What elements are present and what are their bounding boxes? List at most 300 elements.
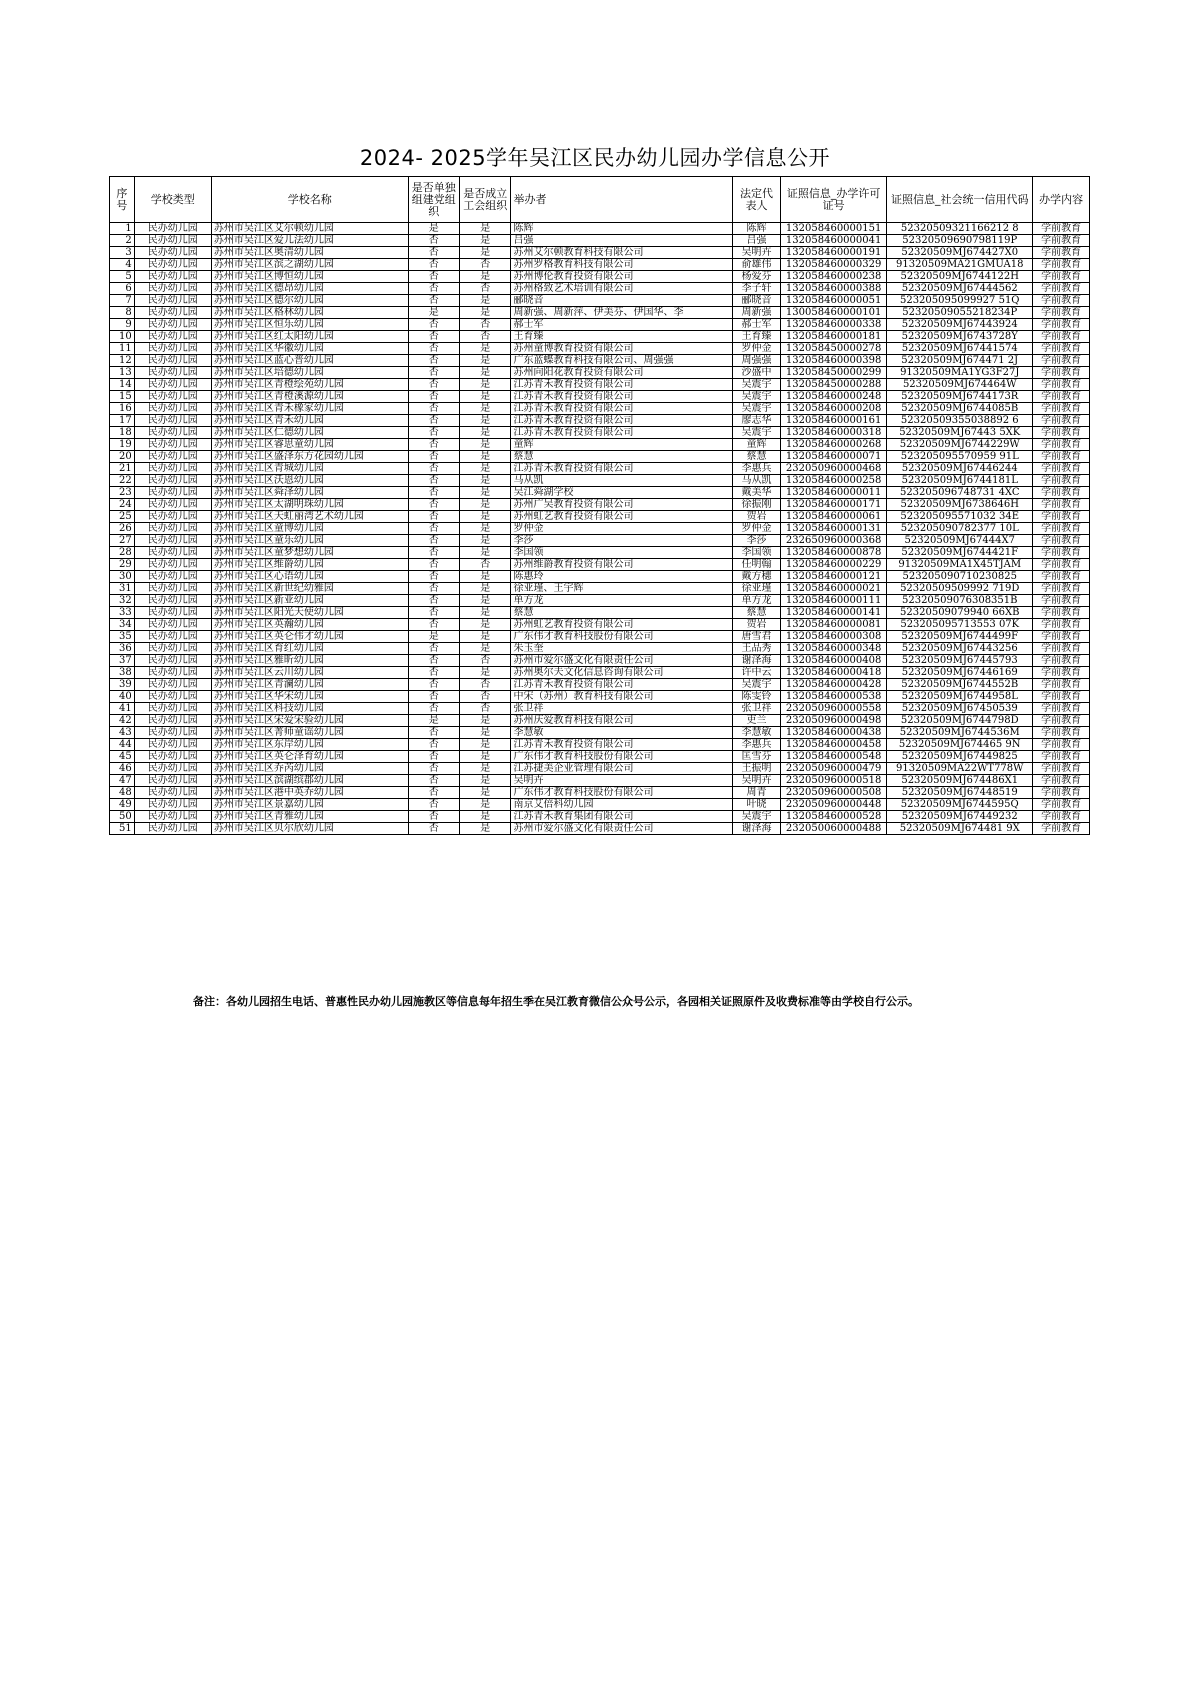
cell-legal-rep: 罗仲金: [732, 523, 780, 535]
cell-license-no: 132058460000071: [781, 451, 887, 463]
cell-credit-code: 52320509MJ67448519: [887, 787, 1033, 799]
cell-union-org: 是: [459, 667, 510, 679]
cell-legal-rep: 吴震宇: [732, 391, 780, 403]
cell-party-org: 是: [408, 715, 459, 727]
cell-party-org: 否: [408, 331, 459, 343]
cell-school-name: 苏州市吴江区童乐幼儿园: [211, 535, 408, 547]
cell-party-org: 否: [408, 751, 459, 763]
cell-party-org: 否: [408, 379, 459, 391]
cell-sponsor: 蔡慧: [511, 607, 732, 619]
cell-index: 32: [110, 595, 135, 607]
cell-school-name: 苏州市吴江区滨湖缤郡幼儿园: [211, 775, 408, 787]
cell-index: 4: [110, 259, 135, 271]
table-row: [110, 379, 1090, 391]
cell-index: 22: [110, 475, 135, 487]
cell-school-name: 苏州市吴江区华徽幼儿园: [211, 343, 408, 355]
cell-union-org: 是: [459, 823, 510, 835]
cell-party-org: 否: [408, 499, 459, 511]
cell-sponsor: 苏州庆爱教育科技有限公司: [511, 715, 732, 727]
cell-legal-rep: 李国领: [732, 547, 780, 559]
table-row: [110, 523, 1090, 535]
cell-index: 38: [110, 667, 135, 679]
cell-index: 49: [110, 799, 135, 811]
cell-school-name: 苏州市吴江区景嘉幼儿园: [211, 799, 408, 811]
cell-credit-code: 52320509MJ67443256: [887, 643, 1033, 655]
cell-credit-code: 52320509MJ6744958L: [887, 691, 1033, 703]
cell-school-type: 民办幼儿园: [134, 487, 211, 499]
cell-license-no: 232650960000368: [781, 535, 887, 547]
table-row: [110, 331, 1090, 343]
cell-legal-rep: 陈辉: [732, 223, 780, 235]
cell-license-no: 232050960000508: [781, 787, 887, 799]
cell-school-name: 苏州市吴江区育红幼儿园: [211, 643, 408, 655]
cell-credit-code: 52320509MJ6744595Q: [887, 799, 1033, 811]
cell-sponsor: 苏州艾尔顿教育科技有限公司: [511, 247, 732, 259]
cell-index: 8: [110, 307, 135, 319]
cell-index: 30: [110, 571, 135, 583]
table-row: [110, 547, 1090, 559]
cell-legal-rep: 吴震宇: [732, 427, 780, 439]
table-row: [110, 283, 1090, 295]
cell-legal-rep: 王振明: [732, 763, 780, 775]
cell-sponsor: 苏州格致艺术培训有限公司: [511, 283, 732, 295]
cell-credit-code: 523205095713553 07K: [887, 619, 1033, 631]
cell-party-org: 否: [408, 523, 459, 535]
cell-legal-rep: 蔡慧: [732, 451, 780, 463]
cell-license-no: 232050060000488: [781, 823, 887, 835]
cell-party-org: 否: [408, 763, 459, 775]
cell-school-name: 苏州市吴江区东岸幼儿园: [211, 739, 408, 751]
cell-sponsor: 苏州向阳花教育投资有限公司: [511, 367, 732, 379]
table-row: [110, 703, 1090, 715]
cell-credit-code: 52320509MJ6744421F: [887, 547, 1033, 559]
cell-legal-rep: 俞雄伟: [732, 259, 780, 271]
cell-union-org: 否: [459, 703, 510, 715]
cell-party-org: 否: [408, 475, 459, 487]
cell-party-org: 否: [408, 679, 459, 691]
cell-school-type: 民办幼儿园: [134, 223, 211, 235]
cell-credit-code: 52320509MJ67445793: [887, 655, 1033, 667]
cell-index: 2: [110, 235, 135, 247]
cell-credit-code: 52320509MJ674464W: [887, 379, 1033, 391]
cell-school-name: 苏州市吴江区爱儿法幼儿园: [211, 235, 408, 247]
footnote: 备注：各幼儿园招生电话、普惠性民办幼儿园施教区等信息每年招生季在吴江教育微信公众号公示，各园相关证照原件及收费标准等由学校自行公示。: [193, 995, 919, 1008]
cell-credit-code: 52320509MJ674427X0: [887, 247, 1033, 259]
cell-sponsor: 江苏青禾教育投资有限公司: [511, 463, 732, 475]
cell-credit-code: 52320509055218234P: [887, 307, 1033, 319]
cell-content: 学前教育: [1033, 571, 1090, 583]
cell-license-no: 132058460000131: [781, 523, 887, 535]
cell-school-type: 民办幼儿园: [134, 643, 211, 655]
cell-license-no: 132058460000538: [781, 691, 887, 703]
cell-content: 学前教育: [1033, 535, 1090, 547]
cell-school-type: 民办幼儿园: [134, 379, 211, 391]
cell-credit-code: 523205095099927 51Q: [887, 295, 1033, 307]
cell-school-type: 民办幼儿园: [134, 583, 211, 595]
cell-content: 学前教育: [1033, 523, 1090, 535]
cell-school-name: 苏州市吴江区奥清幼儿园: [211, 247, 408, 259]
cell-party-org: 否: [408, 667, 459, 679]
cell-party-org: 否: [408, 643, 459, 655]
cell-license-no: 132058460000398: [781, 355, 887, 367]
cell-party-org: 否: [408, 739, 459, 751]
table-row: [110, 715, 1090, 727]
header-union-org: 是否成立工会组织: [459, 177, 510, 223]
cell-license-no: 132058460000171: [781, 499, 887, 511]
cell-credit-code: 52320509MJ6744798D: [887, 715, 1033, 727]
cell-legal-rep: 吕强: [732, 235, 780, 247]
cell-license-no: 132058460000248: [781, 391, 887, 403]
cell-union-org: 是: [459, 547, 510, 559]
cell-credit-code: 52320509MJ6744552B: [887, 679, 1033, 691]
cell-credit-code: 52320509MJ6744229W: [887, 439, 1033, 451]
cell-credit-code: 52320509MJ6743728Y: [887, 331, 1033, 343]
cell-content: 学前教育: [1033, 511, 1090, 523]
cell-sponsor: 陈辉: [511, 223, 732, 235]
cell-legal-rep: 戴方穗: [732, 571, 780, 583]
cell-license-no: 132058450000288: [781, 379, 887, 391]
cell-sponsor: 苏州罗格教育科技有限公司: [511, 259, 732, 271]
cell-legal-rep: 徐振刚: [732, 499, 780, 511]
cell-legal-rep: 吴明卉: [732, 247, 780, 259]
cell-union-org: 否: [459, 679, 510, 691]
cell-party-org: 否: [408, 487, 459, 499]
cell-school-type: 民办幼儿园: [134, 523, 211, 535]
cell-credit-code: 52320509MJ67446169: [887, 667, 1033, 679]
cell-legal-rep: 周新强: [732, 307, 780, 319]
cell-legal-rep: 任明翰: [732, 559, 780, 571]
cell-index: 21: [110, 463, 135, 475]
cell-license-no: 132058460000051: [781, 295, 887, 307]
cell-party-org: 否: [408, 403, 459, 415]
cell-index: 17: [110, 415, 135, 427]
cell-license-no: 132058460000348: [781, 643, 887, 655]
table-row: [110, 607, 1090, 619]
cell-sponsor: 南京艾倍科幼儿园: [511, 799, 732, 811]
cell-license-no: 132058460000229: [781, 559, 887, 571]
cell-content: 学前教育: [1033, 367, 1090, 379]
cell-index: 11: [110, 343, 135, 355]
cell-legal-rep: 吴震宇: [732, 811, 780, 823]
cell-content: 学前教育: [1033, 499, 1090, 511]
cell-license-no: 132058460000878: [781, 547, 887, 559]
cell-license-no: 132058460000151: [781, 223, 887, 235]
cell-content: 学前教育: [1033, 451, 1090, 463]
cell-credit-code: 52320509MJ674481 9X: [887, 823, 1033, 835]
table-row: [110, 619, 1090, 631]
cell-legal-rep: 童辉: [732, 439, 780, 451]
header-legal-rep: 法定代表人: [732, 177, 780, 223]
cell-index: 25: [110, 511, 135, 523]
cell-license-no: 132058450000278: [781, 343, 887, 355]
table-row: [110, 439, 1090, 451]
cell-legal-rep: 王品秀: [732, 643, 780, 655]
cell-party-org: 否: [408, 535, 459, 547]
cell-legal-rep: 张卫祥: [732, 703, 780, 715]
cell-content: 学前教育: [1033, 631, 1090, 643]
cell-union-org: 是: [459, 475, 510, 487]
cell-school-type: 民办幼儿园: [134, 427, 211, 439]
cell-index: 24: [110, 499, 135, 511]
cell-credit-code: 52320509MJ67441574: [887, 343, 1033, 355]
cell-index: 26: [110, 523, 135, 535]
table-row: [110, 631, 1090, 643]
cell-credit-code: 91320509MA1YG3F27J: [887, 367, 1033, 379]
cell-party-org: 否: [408, 271, 459, 283]
cell-license-no: 232050960000518: [781, 775, 887, 787]
cell-license-no: 132058460000191: [781, 247, 887, 259]
cell-school-name: 苏州市吴江区青禾幼儿园: [211, 415, 408, 427]
cell-license-no: 132058460000141: [781, 607, 887, 619]
table-row: [110, 367, 1090, 379]
cell-legal-rep: 吴震宇: [732, 379, 780, 391]
cell-legal-rep: 陈雯铃: [732, 691, 780, 703]
cell-license-no: 132058460000418: [781, 667, 887, 679]
cell-content: 学前教育: [1033, 259, 1090, 271]
table-row: [110, 811, 1090, 823]
cell-school-type: 民办幼儿园: [134, 391, 211, 403]
cell-school-name: 苏州市吴江区贝尔欣幼儿园: [211, 823, 408, 835]
table-row: [110, 583, 1090, 595]
cell-credit-code: 52320509MJ67446244: [887, 463, 1033, 475]
cell-sponsor: 苏州广吴教育投资有限公司: [511, 499, 732, 511]
cell-index: 19: [110, 439, 135, 451]
cell-school-name: 苏州市吴江区盛泽东方花园幼儿园: [211, 451, 408, 463]
cell-school-name: 苏州市吴江区滨之湖幼儿园: [211, 259, 408, 271]
cell-sponsor: 中宋（苏州）教育科技有限公司: [511, 691, 732, 703]
cell-party-org: 否: [408, 811, 459, 823]
cell-license-no: 132058460000438: [781, 727, 887, 739]
cell-legal-rep: 单方龙: [732, 595, 780, 607]
cell-union-org: 是: [459, 751, 510, 763]
cell-legal-rep: 许中云: [732, 667, 780, 679]
cell-legal-rep: 唐雪君: [732, 631, 780, 643]
cell-content: 学前教育: [1033, 763, 1090, 775]
cell-sponsor: 吴明卉: [511, 775, 732, 787]
cell-content: 学前教育: [1033, 667, 1090, 679]
cell-union-org: 是: [459, 355, 510, 367]
cell-union-org: 否: [459, 331, 510, 343]
cell-credit-code: 52320509MJ6744085B: [887, 403, 1033, 415]
cell-index: 34: [110, 619, 135, 631]
cell-credit-code: 52320509MJ67443 5XK: [887, 427, 1033, 439]
cell-credit-code: 52320509MJ6744536M: [887, 727, 1033, 739]
cell-credit-code: 52320509MJ6744122H: [887, 271, 1033, 283]
cell-school-type: 民办幼儿园: [134, 439, 211, 451]
table-row: [110, 415, 1090, 427]
cell-sponsor: 广东伟才教育科技股份有限公司: [511, 787, 732, 799]
cell-school-type: 民办幼儿园: [134, 307, 211, 319]
cell-license-no: 132058460000208: [781, 403, 887, 415]
cell-credit-code: 523205090710230825: [887, 571, 1033, 583]
table-row: [110, 391, 1090, 403]
cell-school-name: 苏州市吴江区青禾橡家幼儿园: [211, 403, 408, 415]
cell-school-type: 民办幼儿园: [134, 775, 211, 787]
cell-school-name: 苏州市吴江区英瀚幼儿园: [211, 619, 408, 631]
cell-union-org: 是: [459, 595, 510, 607]
header-license-no: 证照信息_办学许可证号: [781, 177, 887, 223]
cell-party-org: 否: [408, 727, 459, 739]
info-table: [109, 176, 1090, 835]
cell-credit-code: 523205096748731 4XC: [887, 487, 1033, 499]
cell-license-no: 132058460000318: [781, 427, 887, 439]
cell-school-type: 民办幼儿园: [134, 811, 211, 823]
cell-content: 学前教育: [1033, 799, 1090, 811]
cell-legal-rep: 匡雪芬: [732, 751, 780, 763]
cell-sponsor: 罗仲金: [511, 523, 732, 535]
cell-union-org: 是: [459, 523, 510, 535]
cell-index: 44: [110, 739, 135, 751]
cell-school-type: 民办幼儿园: [134, 751, 211, 763]
table-row: [110, 295, 1090, 307]
cell-school-name: 苏州市吴江区培德幼儿园: [211, 367, 408, 379]
cell-party-org: 否: [408, 259, 459, 271]
table-row: [110, 595, 1090, 607]
cell-school-type: 民办幼儿园: [134, 475, 211, 487]
cell-union-org: 是: [459, 763, 510, 775]
cell-content: 学前教育: [1033, 391, 1090, 403]
cell-legal-rep: 谢泽海: [732, 655, 780, 667]
cell-school-name: 苏州市吴江区维爵幼儿园: [211, 559, 408, 571]
cell-index: 5: [110, 271, 135, 283]
cell-license-no: 132058460000338: [781, 319, 887, 331]
cell-content: 学前教育: [1033, 439, 1090, 451]
cell-index: 41: [110, 703, 135, 715]
cell-license-no: 132058460000161: [781, 415, 887, 427]
cell-school-type: 民办幼儿园: [134, 535, 211, 547]
cell-index: 18: [110, 427, 135, 439]
cell-content: 学前教育: [1033, 295, 1090, 307]
cell-party-org: 否: [408, 355, 459, 367]
cell-union-org: 是: [459, 307, 510, 319]
cell-license-no: 132058460000021: [781, 583, 887, 595]
cell-school-name: 苏州市吴江区云川幼儿园: [211, 667, 408, 679]
cell-legal-rep: 郦晓音: [732, 295, 780, 307]
cell-school-name: 苏州市吴江区青城幼儿园: [211, 463, 408, 475]
cell-sponsor: 王育臻: [511, 331, 732, 343]
cell-credit-code: 52320509MJ67450539: [887, 703, 1033, 715]
cell-school-name: 苏州市吴江区睿思童幼儿园: [211, 439, 408, 451]
cell-school-type: 民办幼儿园: [134, 367, 211, 379]
cell-sponsor: 李国领: [511, 547, 732, 559]
table-row: [110, 271, 1090, 283]
cell-license-no: 132058460000408: [781, 655, 887, 667]
cell-index: 31: [110, 583, 135, 595]
cell-school-type: 民办幼儿园: [134, 715, 211, 727]
cell-content: 学前教育: [1033, 223, 1090, 235]
cell-credit-code: 52320509MJ6744499F: [887, 631, 1033, 643]
cell-party-org: 否: [408, 655, 459, 667]
cell-school-type: 民办幼儿园: [134, 655, 211, 667]
cell-union-org: 是: [459, 367, 510, 379]
cell-sponsor: 广东伟才教育科技股份有限公司: [511, 751, 732, 763]
cell-index: 23: [110, 487, 135, 499]
cell-content: 学前教育: [1033, 607, 1090, 619]
cell-content: 学前教育: [1033, 775, 1090, 787]
cell-sponsor: 苏州奥尔夫文化信息咨询有限公司: [511, 667, 732, 679]
cell-school-name: 苏州市吴江区太湖明珠幼儿园: [211, 499, 408, 511]
table-row: [110, 787, 1090, 799]
cell-party-org: 否: [408, 775, 459, 787]
cell-content: 学前教育: [1033, 811, 1090, 823]
cell-school-type: 民办幼儿园: [134, 607, 211, 619]
cell-content: 学前教育: [1033, 271, 1090, 283]
cell-school-type: 民办幼儿园: [134, 511, 211, 523]
cell-content: 学前教育: [1033, 691, 1090, 703]
header-credit-code: 证照信息_社会统一信用代码: [887, 177, 1033, 223]
cell-sponsor: 广东伟才教育科技股份有限公司: [511, 631, 732, 643]
cell-content: 学前教育: [1033, 739, 1090, 751]
cell-school-name: 苏州市吴江区红太阳幼儿园: [211, 331, 408, 343]
cell-party-org: 否: [408, 283, 459, 295]
cell-legal-rep: 郝士军: [732, 319, 780, 331]
cell-license-no: 132058460000428: [781, 679, 887, 691]
cell-union-org: 是: [459, 727, 510, 739]
cell-content: 学前教育: [1033, 703, 1090, 715]
cell-license-no: 132058450000299: [781, 367, 887, 379]
cell-credit-code: 52320509MJ67449825: [887, 751, 1033, 763]
cell-party-org: 是: [408, 307, 459, 319]
table-row: [110, 355, 1090, 367]
table-row: [110, 775, 1090, 787]
table-row: [110, 511, 1090, 523]
cell-school-name: 苏州市吴江区菁师童谣幼儿园: [211, 727, 408, 739]
table-row: [110, 451, 1090, 463]
cell-index: 33: [110, 607, 135, 619]
cell-legal-rep: 李子轩: [732, 283, 780, 295]
cell-party-org: 否: [408, 583, 459, 595]
cell-credit-code: 52320509MJ6744181L: [887, 475, 1033, 487]
cell-legal-rep: 徐亚瑾: [732, 583, 780, 595]
cell-school-type: 民办幼儿园: [134, 619, 211, 631]
cell-school-name: 苏州市吴江区格林幼儿园: [211, 307, 408, 319]
cell-school-name: 苏州市吴江区青橙绘苑幼儿园: [211, 379, 408, 391]
cell-union-org: 是: [459, 571, 510, 583]
cell-party-org: 否: [408, 607, 459, 619]
cell-license-no: 132058460000329: [781, 259, 887, 271]
cell-union-org: 是: [459, 487, 510, 499]
table-row: [110, 307, 1090, 319]
cell-union-org: 是: [459, 391, 510, 403]
cell-school-name: 苏州市吴江区港中英乔幼儿园: [211, 787, 408, 799]
cell-sponsor: 周新强、周新萍、伊美芬、伊国华、李: [511, 307, 732, 319]
cell-index: 6: [110, 283, 135, 295]
cell-legal-rep: 李慧敏: [732, 727, 780, 739]
cell-credit-code: 52320509690798119P: [887, 235, 1033, 247]
cell-school-type: 民办幼儿园: [134, 703, 211, 715]
cell-school-type: 民办幼儿园: [134, 331, 211, 343]
cell-legal-rep: 周青: [732, 787, 780, 799]
table-row: [110, 319, 1090, 331]
cell-index: 13: [110, 367, 135, 379]
cell-union-org: 是: [459, 787, 510, 799]
header-school-type: 学校类型: [134, 177, 211, 223]
table-row: [110, 235, 1090, 247]
cell-license-no: 132058460000081: [781, 619, 887, 631]
cell-sponsor: 江苏青禾教育集团有限公司: [511, 811, 732, 823]
table-row: [110, 799, 1090, 811]
cell-license-no: 232050960000498: [781, 715, 887, 727]
cell-sponsor: 江苏青禾教育投资有限公司: [511, 679, 732, 691]
cell-party-org: 否: [408, 427, 459, 439]
table-row: [110, 667, 1090, 679]
cell-school-type: 民办幼儿园: [134, 679, 211, 691]
cell-index: 40: [110, 691, 135, 703]
cell-index: 15: [110, 391, 135, 403]
cell-content: 学前教育: [1033, 307, 1090, 319]
cell-legal-rep: 马从凯: [732, 475, 780, 487]
cell-legal-rep: 叶晓: [732, 799, 780, 811]
